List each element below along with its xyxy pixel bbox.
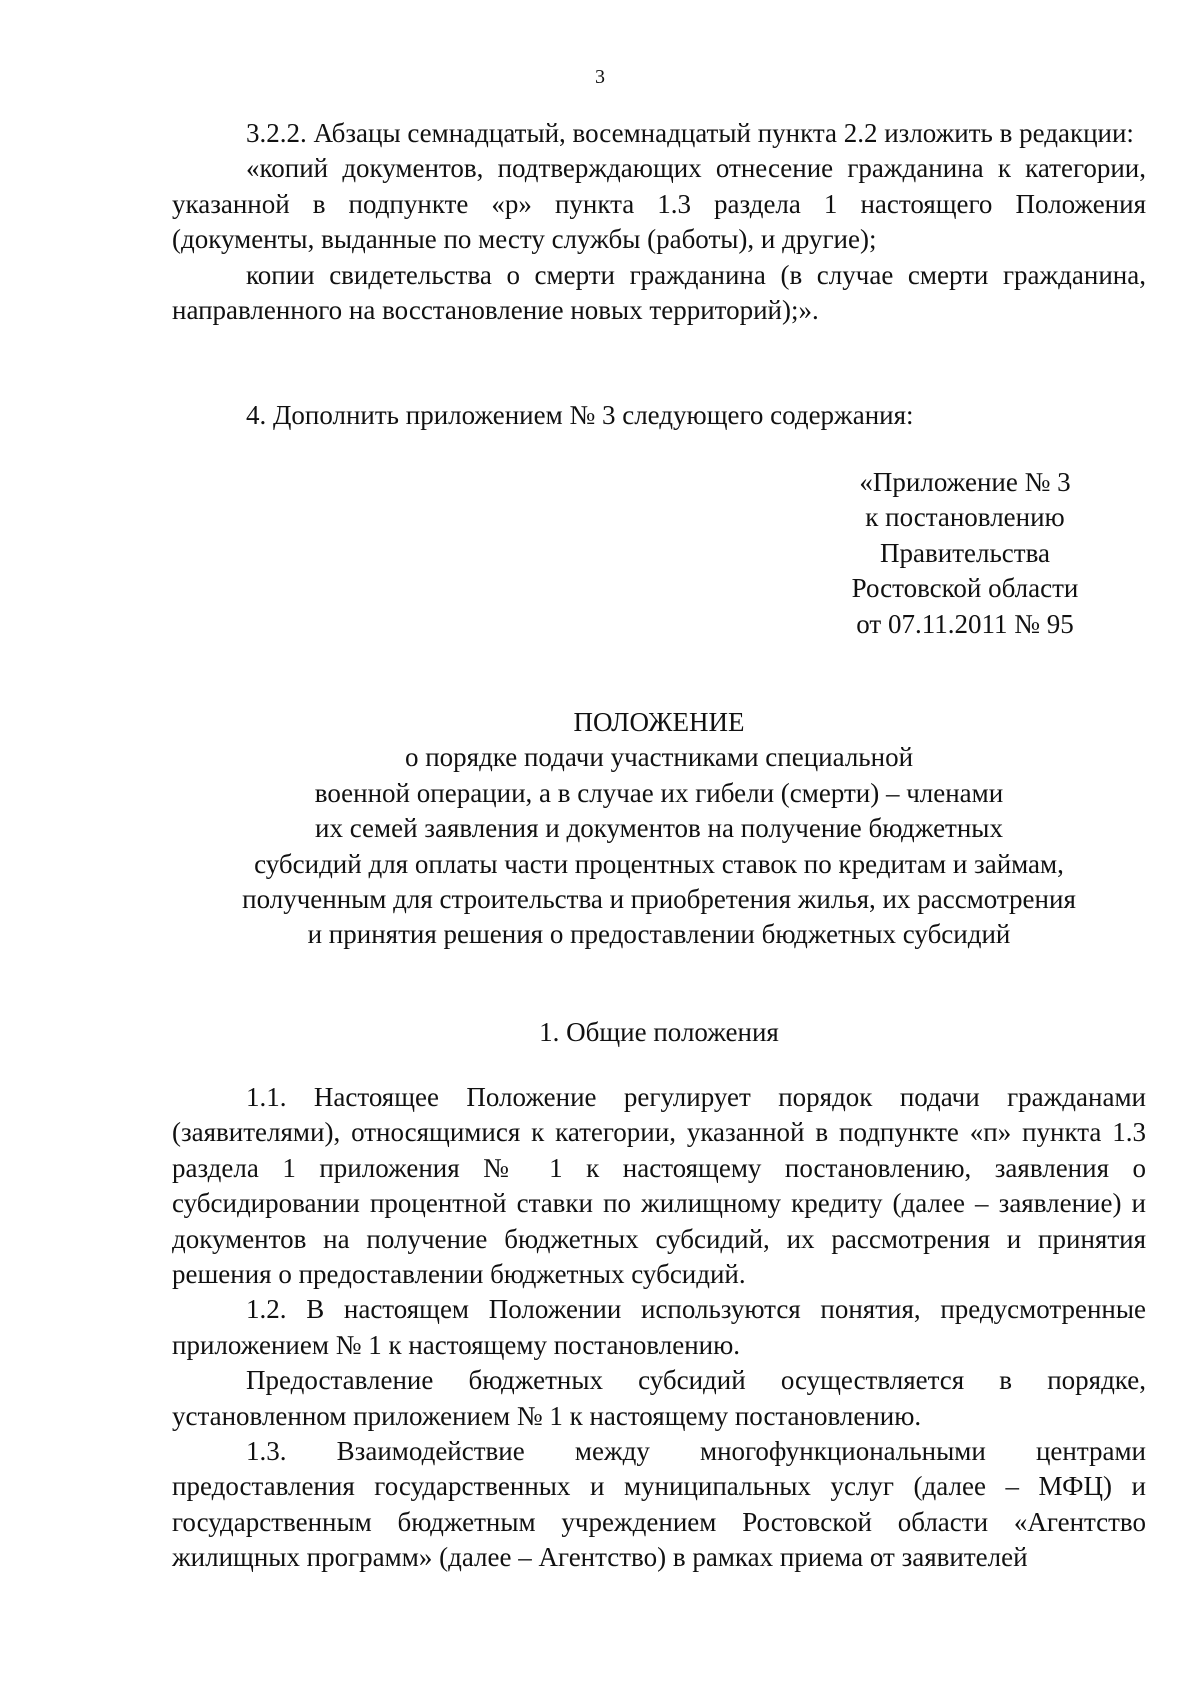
paragraph-quoted-copies: «копий документов, подтверждающих отнесение гражданина к категории, указанной в подпункте «р» пункта 1.3 раздела 1 настоящего Положения (документы, выданные по месту службы (работы), и другие);: [172, 153, 1146, 255]
appendix-caption-line: Правительства: [880, 537, 1050, 568]
paragraph-1-2: 1.2. В настоящем Положении используются понятия, предусмотренные приложением № 1 к настоящему постановлению.: [172, 1294, 1146, 1360]
paragraph-death-certificate: копии свидетельства о смерти гражданина (в случае смерти гражданина, направленного на восстановление новых территорий);».: [172, 259, 1146, 326]
paragraph-subsidy-provision: Предоставление бюджетных субсидий осуществляется в порядке, установленном приложением № 1 к настоящему постановлению.: [172, 1365, 1146, 1431]
document-subtitle-line: субсидий для оплаты части процентных ставок по кредитам и займам,: [254, 848, 1064, 879]
appendix-caption-line: «Приложение № 3: [859, 467, 1071, 497]
document-subtitle-line: военной операции, а в случае их гибели (смерти) – членами: [314, 777, 1004, 808]
paragraph-1-1: 1.1. Настоящее Положение регулирует порядок подачи гражданами (заявителями), относящимися к категории, указанной в подпункте «п» пункта 1.3 раздела 1 приложения № 1 к настоящему постановлению, заявления о субсидировании процентной ставки по жилищному кредиту (далее – заявление) и документов на получение бюджетных субсидий, их рассмотрения и принятия решения о предоставлении бюджетных субсидий.: [172, 1082, 1146, 1290]
appendix-caption-line: Ростовской области: [851, 573, 1079, 604]
appendix-caption-line: от 07.11.2011 № 95: [856, 608, 1074, 639]
document-subtitle-line: полученным для строительства и приобретения жилья, их рассмотрения: [242, 884, 1076, 915]
paragraph-1-3: 1.3. Взаимодействие между многофункциональными центрами предоставления государственных и муниципальных услуг (далее – МФЦ) и государственным бюджетным учреждением Ростовской области «Агентство жилищных программ» (далее – Агентство) в рамках приема от заявителей: [172, 1436, 1146, 1573]
page-number: 3: [595, 66, 605, 88]
document-subtitle-line: их семей заявления и документов на получение бюджетных: [315, 813, 1003, 844]
general-provisions-section: [172, 1080, 1146, 1576]
paragraph-item-4: 4. Дополнить приложением № 3 следующего содержания:: [246, 400, 914, 430]
paragraph-3-2-2: 3.2.2. Абзацы семнадцатый, восемнадцатый пункта 2.2 изложить в редакции:: [246, 118, 1134, 148]
document-title-block: [172, 705, 1146, 953]
section-heading: 1. Общие положения: [539, 1017, 779, 1047]
appendix-caption-line: к постановлению: [865, 502, 1065, 533]
appendix-caption: [850, 465, 1080, 642]
document-subtitle-line: о порядке подачи участниками специальной: [404, 742, 914, 773]
amendment-section: [172, 116, 1146, 328]
document-title: ПОЛОЖЕНИЕ: [573, 707, 745, 737]
item-4-section: [172, 398, 1146, 433]
document-subtitle-line: и принятия решения о предоставлении бюджетных субсидий: [307, 919, 1011, 950]
